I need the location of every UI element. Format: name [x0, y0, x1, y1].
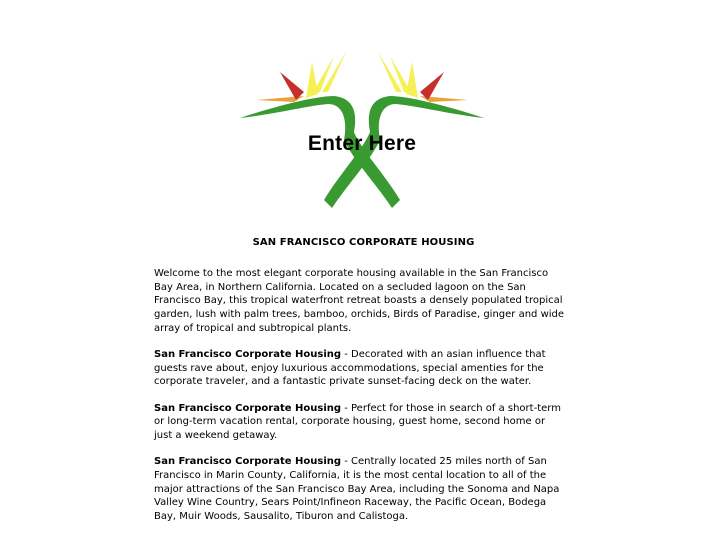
bird-of-paradise-logo — [236, 48, 488, 212]
main-content — [154, 267, 566, 536]
enter-here-logo-link[interactable] — [236, 48, 488, 212]
section-paragraph-3 — [154, 455, 566, 524]
section-title-3: San Francisco Corporate Housing — [154, 456, 342, 468]
section-paragraph-2 — [154, 402, 566, 443]
intro-paragraph: Welcome to the most elegant corporate housing available in the San Francisco Bay Area, in Northern California. Located on a secluded lagoon on the San Francisco Bay, this tropical waterfront retreat boasts a densely populated tropical garden, lush with palm trees, bamboo, orchids, Birds of Paradise, ginger and wide array of tropical and subtropical plants. — [154, 268, 565, 334]
section-text-3: - Centrally located 25 miles north of San Francisco in Marin County, California, it is the most cental location to all of the major attractions of the San Francisco Bay Area, including the Sonoma and Napa Valley Wine Country, Sears Point/Infineon Raceway, the Pacific Ocean, Bodega Bay, Muir Woods, Sausalito, Tiburon and Calistoga. — [154, 456, 560, 523]
section-paragraph-1 — [154, 348, 566, 389]
page-heading: SAN FRANCISCO CORPORATE HOUSING — [252, 237, 475, 248]
section-title-1: San Francisco Corporate Housing — [154, 349, 342, 361]
section-text-1: - Decorated with an asian influence that guests rave about, enjoy luxurious accommodations, special amenties for the corporate traveler, and a fantastic private sunset-facing deck on the water. — [154, 349, 546, 388]
section-text-2: - Perfect for those in search of a short-term or long-term vacation rental, corporate housing, guest home, second home or just a weekend getaway. — [154, 402, 561, 442]
enter-here-label[interactable]: Enter Here — [307, 132, 417, 155]
section-title-2: San Francisco Corporate Housing — [154, 402, 342, 414]
